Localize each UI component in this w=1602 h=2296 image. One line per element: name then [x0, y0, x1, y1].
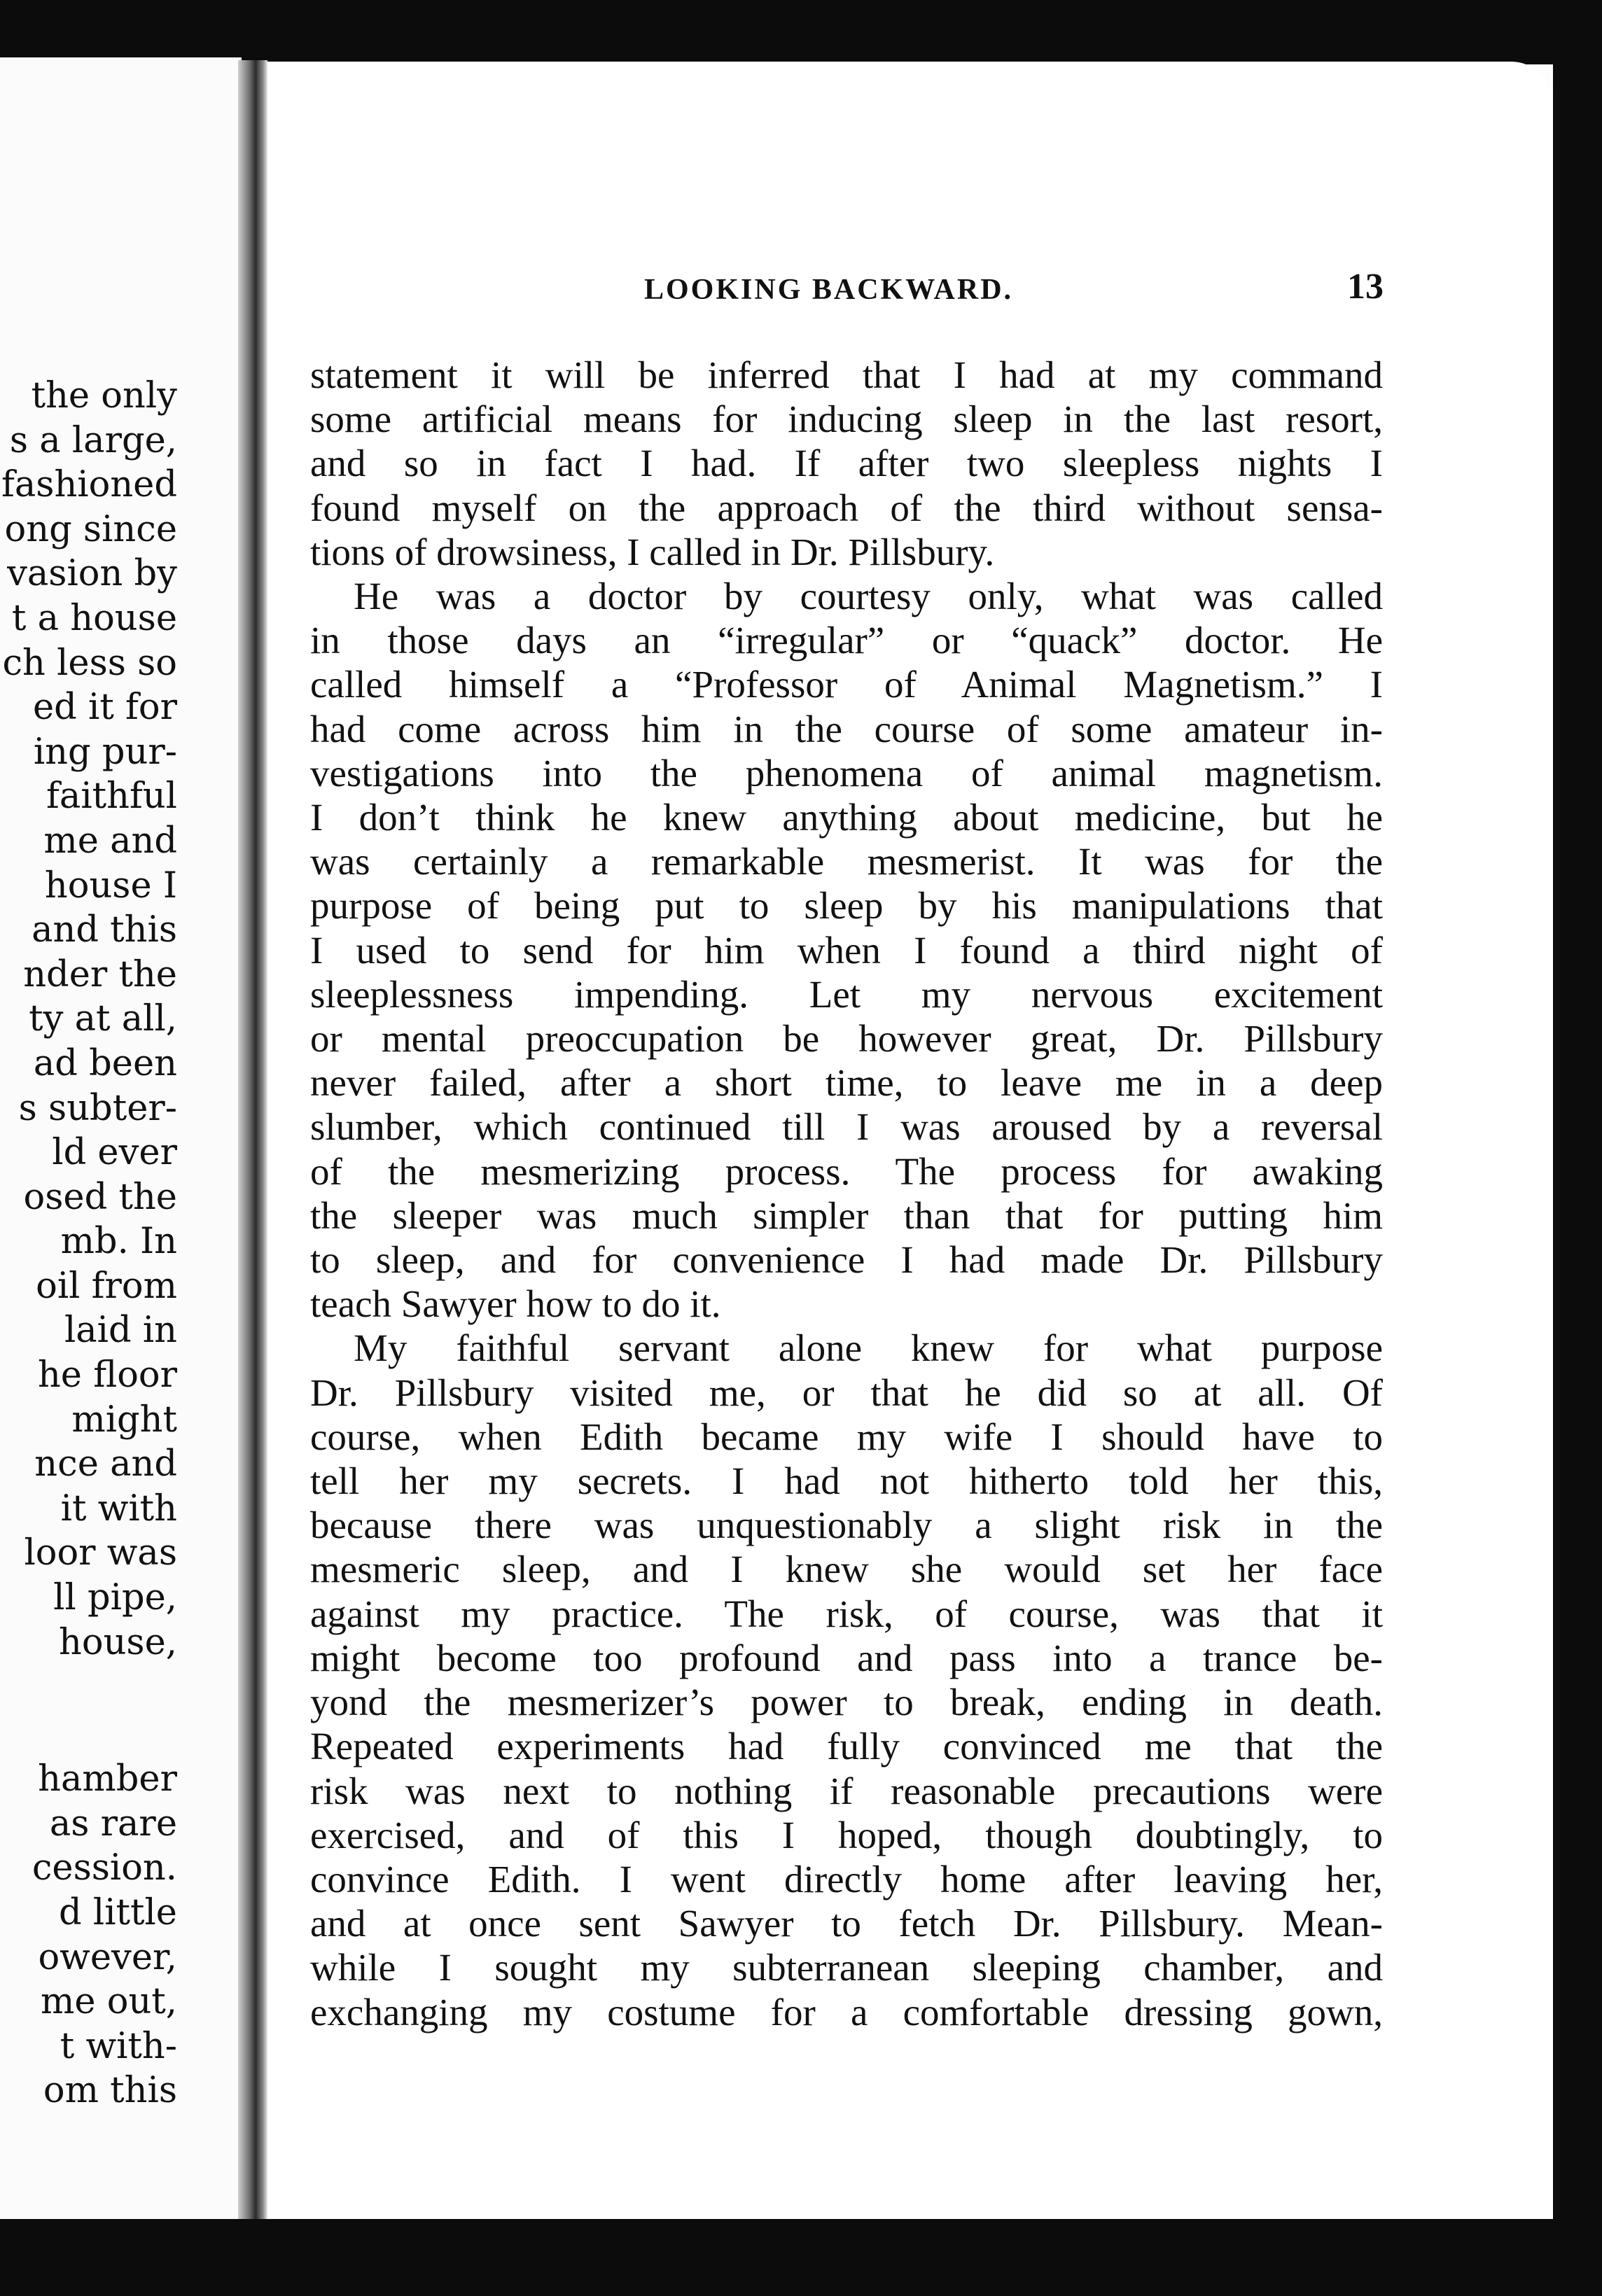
- text-line: found myself on the approach of the third without sensa-: [310, 486, 1383, 529]
- text-line: course, when Edith became my wife I should have to: [310, 1415, 1383, 1458]
- left-page-line: it with: [60, 1488, 177, 1530]
- left-page-line: d little: [59, 1892, 177, 1933]
- text-line: and at once sent Sawyer to fetch Dr. Pillsbury. Mean-: [310, 1902, 1383, 1945]
- left-page-line: faithful: [46, 776, 177, 818]
- text-line: and so in fact I had. If after two sleepless nights I: [310, 442, 1383, 485]
- text-line: might become too profound and pass into a trance be-: [310, 1636, 1383, 1679]
- left-page-line: loor was: [24, 1532, 177, 1574]
- left-page-line: ing pur-: [33, 731, 177, 773]
- left-page-line: hamber: [38, 1758, 177, 1800]
- text-line: convince Edith. I went directly home after leaving her,: [310, 1857, 1383, 1900]
- text-line: exercised, and of this I hoped, though doubtingly, to: [310, 1813, 1383, 1856]
- text-line: because there was unquestionably a slight risk in the: [310, 1504, 1383, 1547]
- left-page-line: mb. In: [60, 1221, 177, 1263]
- left-page-line: ad been: [33, 1042, 177, 1084]
- text-line: tell her my secrets. I had not hitherto told her this,: [310, 1460, 1383, 1503]
- left-page-line: fashioned: [1, 464, 177, 506]
- left-page-line: t a house: [11, 597, 177, 639]
- left-page-line: house,: [59, 1621, 177, 1663]
- text-line: was certainly a remarkable mesmerist. It was for the: [310, 840, 1383, 883]
- text-line: or mental preoccupation be however great, Dr. Pillsbury: [310, 1017, 1383, 1060]
- page-body: [310, 353, 1383, 2034]
- text-line: exchanging my costume for a comfortable dressing gown,: [310, 1990, 1383, 2033]
- text-line: some artificial means for inducing sleep in the last resort,: [310, 398, 1383, 441]
- text-line: called himself a “Professor of Animal Magnetism.” I: [310, 663, 1383, 706]
- scan-border-bottom: [0, 2219, 1602, 2296]
- text-line: yond the mesmerizer’s power to break, ending in death.: [310, 1681, 1383, 1724]
- text-line: the sleeper was much simpler than that for putting him: [310, 1194, 1383, 1237]
- text-line: against my practice. The risk, of course, was that it: [310, 1592, 1383, 1635]
- text-line: Dr. Pillsbury visited me, or that he did so at all. Of: [310, 1371, 1383, 1414]
- text-line: purpose of being put to sleep by his manipulations that: [310, 884, 1383, 927]
- left-page-line: nder the: [23, 953, 177, 995]
- left-page-line: and this: [32, 909, 177, 951]
- text-line: vestigations into the phenomena of animal magnetism.: [310, 751, 1383, 794]
- text-line: had come across him in the course of some amateur in-: [310, 707, 1383, 750]
- left-page-line: s a large,: [9, 419, 177, 461]
- left-page-line: oil from: [36, 1265, 177, 1307]
- text-line: I used to send for him when I found a third night of: [310, 928, 1383, 972]
- text-line: statement it will be inferred that I had at my command: [310, 354, 1383, 396]
- text-line: while I sought my subterranean sleeping chamber, and: [310, 1946, 1383, 1989]
- text-line: in those days an “irregular” or “quack” doctor. He: [310, 619, 1383, 662]
- text-line: My faithful servant alone knew for what purpose: [354, 1326, 1383, 1370]
- left-page-line: osed the: [23, 1176, 177, 1218]
- left-page-line: owever,: [38, 1936, 177, 1978]
- left-page-line: ch less so: [2, 642, 177, 684]
- running-head: LOOKING BACKWARD.: [644, 274, 1014, 306]
- text-line: of the mesmerizing process. The process for awaking: [310, 1149, 1383, 1193]
- text-line: Repeated experiments had fully convinced me that the: [310, 1725, 1383, 1768]
- text-line: tions of drowsiness, I called in Dr. Pillsbury.: [310, 530, 995, 573]
- left-page-line: t with-: [60, 2025, 177, 2067]
- left-page-line: ed it for: [32, 687, 177, 729]
- left-page-line: cession.: [32, 1847, 177, 1889]
- left-page-line: ty at all,: [29, 998, 177, 1040]
- left-page-line: me and: [43, 820, 177, 862]
- left-page-line: laid in: [64, 1310, 177, 1352]
- left-page-gap: [0, 1665, 177, 1757]
- text-line: He was a doctor by courtesy only, what was called: [354, 575, 1383, 618]
- left-page-line: nce and: [34, 1443, 177, 1485]
- left-page-line: ll pipe,: [53, 1577, 177, 1619]
- text-line: to sleep, and for convenience I had made Dr. Pillsbury: [310, 1238, 1383, 1282]
- left-page-line: ong since: [4, 508, 177, 550]
- left-page-line: as rare: [49, 1802, 177, 1844]
- text-line: never failed, after a short time, to leave me in a deep: [310, 1061, 1383, 1105]
- text-line: sleeplessness impending. Let my nervous excitement: [310, 972, 1383, 1016]
- left-page-line: the only: [31, 375, 177, 416]
- left-page-line: might: [71, 1399, 177, 1441]
- text-line: slumber, which continued till I was aroused by a reversal: [310, 1105, 1383, 1149]
- page-number: 13: [1347, 267, 1384, 307]
- left-page-line: ld ever: [52, 1132, 177, 1174]
- scan-border-top: [0, 0, 1602, 64]
- left-page: [0, 57, 242, 2220]
- text-line: risk was next to nothing if reasonable precautions were: [310, 1769, 1383, 1812]
- left-page-line: vasion by: [7, 553, 177, 595]
- left-page-line: s subter-: [18, 1087, 177, 1129]
- left-page-line: house I: [44, 864, 177, 906]
- text-line: mesmeric sleep, and I knew she would set her face: [310, 1548, 1383, 1591]
- scan-border-right: [1553, 0, 1602, 2296]
- book-gutter: [238, 60, 267, 2223]
- text-line: teach Sawyer how to do it.: [310, 1282, 721, 1326]
- left-page-line: me out,: [40, 1981, 177, 2023]
- text-line: I don’t think he knew anything about medicine, but he: [310, 796, 1383, 839]
- left-page-line: om this: [43, 2070, 177, 2112]
- left-page-text: [0, 374, 177, 2113]
- left-page-line: he floor: [37, 1354, 177, 1396]
